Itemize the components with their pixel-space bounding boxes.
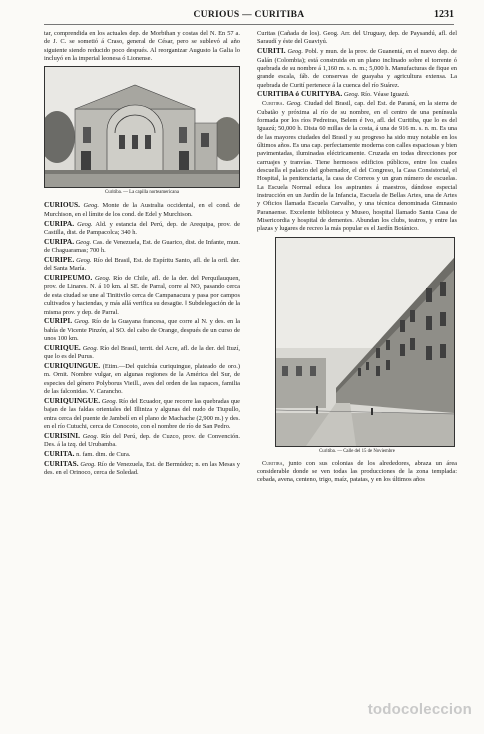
running-header xyxy=(44,10,454,25)
entry-curisini: CURISINI. Geog. Río del Perú, dep. de Cuzco, prov. de Convención. Des. á la izq. del Urubamba. xyxy=(44,430,240,449)
figure-street xyxy=(275,237,455,447)
continued-paragraph: tar, comprendida en los actuales dep. de Morbihan y costas del N. En 57 a. de J. C. se sometió á Craso, general de César, pero se sublevó al año siguiente siendo reducido poco después. Al reorganizar Augusto la Galia lo incluyó en la imperial leonesa ó Lionense. xyxy=(44,30,240,63)
entry-curiquingue-geog: CURIQUINGUE. Geog. Río del Ecuador, que recorre las quebradas que bajan de las faldas orientales del Illiniza y algunas del nudo de Tiupullo, entra cerca del puente de Jambelí en el plano de Machache (2,900 m.) y des. en el río Cutuchi, cerca de Conocoto, con el nombre de río de San Pedro. xyxy=(44,395,240,430)
entry-curipa-venezuela: CURIPA. Geog. Cas. de Venezuela, Est. de Guarico, dist. de Infante, mun. de Chaguaramas; 700 h. xyxy=(44,236,240,255)
page-number: 1231 xyxy=(434,9,454,20)
entry-curipe: CURIPE. Geog. Río del Brasil, Est. de Espíritu Santo, afl. de la oril. der. del Santa María. xyxy=(44,254,240,273)
entry-curitiba-river: CURITIBA ó CURITYBA. Geog. Río. Véase Iguazú. xyxy=(257,89,410,99)
entry-curitiba-continued: Curitiba, junto con sus colonias de los alrededores, abraza un área considerable donde se ven todas las producciones de la zona templada: cebada, avena, centeno, trigo, maíz, patatas, y en los últimos años xyxy=(257,459,457,484)
figure-caption: Curitiba. — La capilla norteamericana xyxy=(105,190,179,196)
chapel-photo-illustration xyxy=(45,67,239,187)
street-photo-illustration xyxy=(276,238,454,446)
running-title: CURIOUS — CURITIBA xyxy=(193,10,305,20)
left-column xyxy=(44,30,240,478)
entry-curique: CURIQUE. Geog. Río del Brasil, territ. del Acre, afl. de la der. del Ituzí, que lo es del Purus. xyxy=(44,342,240,361)
entry-curiti: CURITI. Geog. Pobl. y mun. de la prov. de Guanentá, en el nuevo dep. de Galán (Colombia); está construida en un plano inclinado sobre el torrente ó quebrada de su nombre á 1,160 m. s. n. m.; 5,000 h. Manufacturas de fique en grande escala, fáb. de conservas de guayaba y agricultura extensa. La quebrada de Curití pertenece á la cuenca del río Suárez. xyxy=(257,46,457,89)
figure-chapel xyxy=(44,66,240,188)
entry-curious: CURIOUS. Geog. Monte de la Australia occidental, en el cond. de Murchison, en el límite de los cond. de Edel y Murchison. xyxy=(44,200,240,218)
entry-curiquingue-ornit: CURIQUINGUE. (Etim.—Del quichúa curiquingue, plateado de oro.) m. Ornit. Nombre vulgar, en algunas regiones de la América del Sur, de especies del género Polyborus Vieill., aves del orden de las rapaces, familia de las falconidas. V. Carancho. xyxy=(44,361,240,396)
entry-curipa-peru: CURIPA. Geog. Ald. y estancia del Perú, dep. de Arequipa, prov. de Castilla, dist. de Pampacolca; 340 h. xyxy=(44,218,240,236)
entry-curitas: CURITAS. Geog. Río de Venezuela, Est. de Bermúdez; n. en las Mesas y des. en el Orinoco, cerca de Soledad. xyxy=(44,458,240,477)
entry-curita: CURITA. n. fam. dim. de Cura. xyxy=(44,449,131,458)
figure-caption: Curitiba. — Calle del 15 de Noviembre xyxy=(319,448,395,454)
right-column xyxy=(257,30,457,485)
watermark-logo: todocoleccion xyxy=(367,701,472,718)
entry-curitiba-city: Curitiba. Geog. Ciudad del Brasil, cap. del Est. de Paraná, en la sierra de Cubatão y próxima al río de su nombre, en el centro de una península formada por los ríos Pedreiras, Belem é Ivo, afl. del Curitiba, que lo es del Iguazú; 50,000 h. Dista 60 millas de la costa, á una de 916 m. s. n. m. Es una de las mayores ciudades del Brasil y su progreso ha sido muy notable en los últimos años. Es una cap. perfectamente moderna con calles espaciosas y bien pavimentadas, iluminadas eléctricamente. Cruzada en todas direcciones por carruajes y tranvías. Tiene hermosos edificios públicos, entre los cuales descuella el palacio del gobernador, el del Congreso, la Casa Consistorial, el Hospital, la penitenciaria, la casa de Correos y un gran número de escuelas. La Escuela Normal educa los aspirantes á maestros, dándose especial instrucción en un Jardín de la Infancia, Escuela de Bellas Artes, una de Artes y Oficios llamada Escuela Carvalho, y una técnica denominada Gimnasio Paranaense. Excelente biblioteca y Museo, hospital llamado Santa Casa de Misericordia y hospital de dementes. Abundan los clubs, teatros, y entre las plazas y lugares de recreo la más popular es el Jardín Botánico. xyxy=(257,100,457,233)
entry-curipeumo: CURIPEUMO. Geog. Río de Chile, afl. de la der. del Perquilauquen, prov. de Linares. N. á 10 km. al SE. de Parral, corre al NO, pasando cerca de esta ciudad se une al Tinitivilo cerca de Campanacura y pasa por campos cultivados y haciendas, y más allá verifica su desagüe. ‖ Subdelegación de la misma prov. y dep. de Parral. xyxy=(44,273,240,316)
entry-curitas-canada: Curitas (Cañada de los). Geog. Arr. del Uruguay, dep. de Paysandú, afl. del Saraudí y éste del Guaviyú. xyxy=(257,30,457,46)
entry-curipi: CURIPI. Geog. Río de la Guayana francesa, que corre al N. y des. en la bahía de Vicente Pinzón, al SO. del cabo de Orange, después de un curso de unos 100 km. xyxy=(44,316,240,343)
